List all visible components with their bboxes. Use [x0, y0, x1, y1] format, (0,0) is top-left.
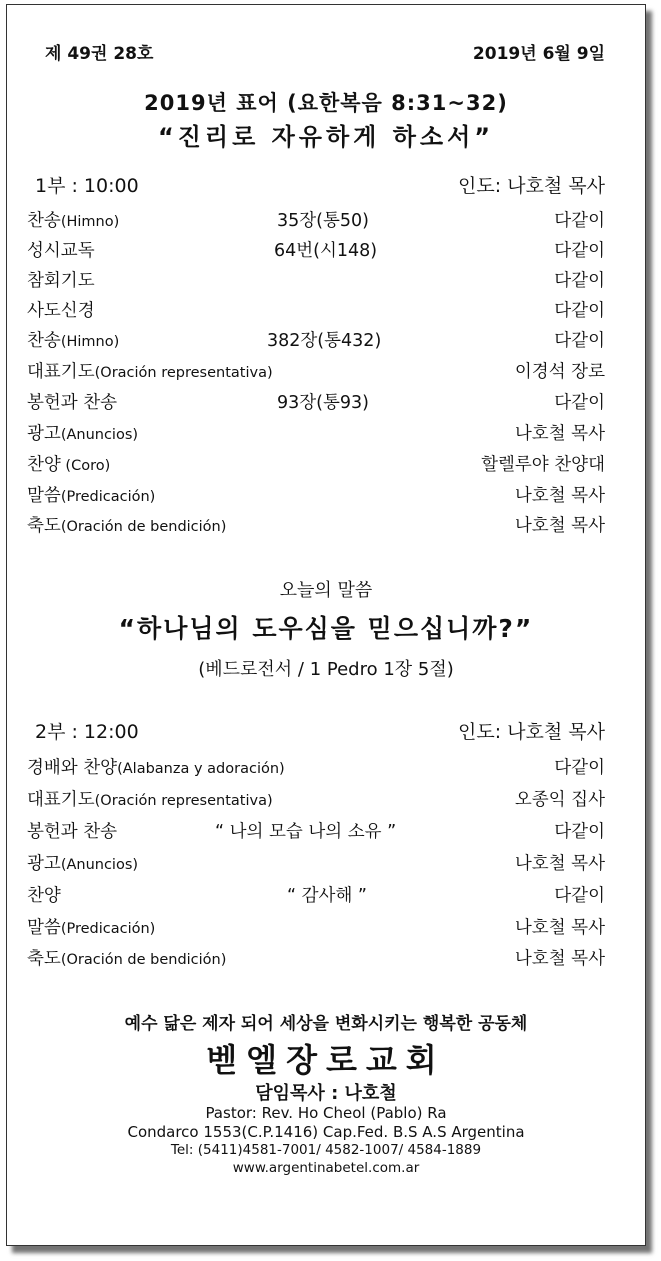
item-sub: (Oración de bendición) [60, 952, 227, 968]
item-name: 성시교독 [27, 241, 95, 261]
item-name: 말씀 [27, 918, 61, 938]
service1-title: 1부 : 10:00 [35, 175, 139, 197]
church-name: 벧엘장로교회 [206, 1041, 446, 1079]
item-name: 봉헌과 찬송 [27, 822, 118, 842]
item-person: 나호철 목사 [514, 516, 605, 536]
item-name: 축도 [27, 949, 61, 969]
sermon-reference: (베드로전서 / 1 Pedro 1장 5절) [198, 659, 454, 680]
order-item [27, 451, 605, 479]
order-item [27, 914, 605, 942]
item-name: 대표기도 [27, 362, 95, 382]
order-item [27, 207, 605, 235]
order-item [27, 358, 605, 386]
item-person: 다같이 [554, 211, 605, 231]
item-sub: (Predicación) [60, 921, 156, 937]
item-sub: (Oración de bendición) [60, 519, 227, 535]
item-name: 축도 [27, 516, 61, 536]
item-person: 다같이 [554, 758, 605, 778]
item-sub: (Alabanza y adoración) [117, 761, 285, 777]
order-item [27, 297, 605, 325]
item-name: 광고 [27, 424, 61, 444]
item-sub: (Predicación) [60, 489, 156, 505]
item-name: 사도신경 [27, 301, 95, 321]
item-song: “ 감사해 ” [287, 886, 367, 906]
item-person: 이경석 장로 [514, 362, 605, 382]
item-name: 경배와 찬양 [27, 758, 118, 778]
item-name: 찬양 [27, 886, 61, 906]
item-person: 나호철 목사 [514, 424, 605, 444]
order-item [27, 389, 605, 417]
motto-text: “진리로 자유하게 하소서” [157, 123, 495, 151]
senior-pastor: 담임목사 : 나호철 [255, 1083, 397, 1104]
item-person: 오종익 집사 [514, 790, 605, 810]
order-item [27, 882, 605, 910]
item-person: 나호철 목사 [514, 854, 605, 874]
church-phone: Tel: (5411)4581-7001/ 4582-1007/ 4584-1889 [170, 1142, 482, 1158]
item-name: 광고 [27, 854, 61, 874]
issue-date: 2019년 6월 9일 [472, 44, 605, 64]
order-item [27, 754, 605, 782]
service2-title: 2부 : 12:00 [35, 721, 139, 743]
church-address: Condarco 1553(C.P.1416) Cap.Fed. B.S A.S Argentina [127, 1123, 525, 1141]
item-name: 말씀 [27, 486, 61, 506]
item-sub: (Anuncios) [60, 427, 139, 443]
issue-volume: 제 49권 28호 [45, 44, 154, 64]
item-sub: (Himno) [60, 214, 120, 230]
order-item [27, 850, 605, 878]
sermon-title: “하나님의 도우심을 믿으십니까?” [118, 614, 534, 643]
item-hymn: 382장(통432) [267, 331, 382, 351]
bulletin-sheet [6, 4, 646, 1246]
item-sub: (Himno) [60, 334, 120, 350]
order-item [27, 818, 605, 846]
item-person: 나호철 목사 [514, 918, 605, 938]
item-person: 할렐루야 찬양대 [481, 455, 605, 475]
church-website: www.argentinabetel.com.ar [232, 1160, 420, 1176]
item-hymn: 35장(통50) [277, 211, 370, 231]
item-name: 봉헌과 찬송 [27, 393, 118, 413]
order-item [27, 482, 605, 510]
church-vision: 예수 닮은 제자 되어 세상을 변화시키는 행복한 공동체 [124, 1014, 528, 1034]
service1-leader: 인도: 나호철 목사 [458, 175, 605, 197]
item-song: “ 나의 모습 나의 소유 ” [215, 822, 397, 842]
motto-heading: 2019년 표어 (요한복음 8:31~32) [144, 91, 508, 115]
item-person: 다같이 [554, 886, 605, 906]
item-name: 찬양 [27, 455, 61, 475]
item-person: 다같이 [554, 241, 605, 261]
service2-leader: 인도: 나호철 목사 [458, 721, 605, 743]
item-sub: (Oración representativa) [94, 365, 273, 381]
order-item [27, 237, 605, 265]
order-item [27, 786, 605, 814]
item-person: 나호철 목사 [514, 486, 605, 506]
item-sub: (Coro) [60, 458, 111, 474]
item-hymn: 64번(시148) [274, 241, 378, 261]
item-person: 다같이 [554, 331, 605, 351]
item-sub: (Oración representativa) [94, 793, 273, 809]
item-name: 찬송 [27, 331, 61, 351]
order-item [27, 512, 605, 540]
item-name: 찬송 [27, 211, 61, 231]
item-name: 참회기도 [27, 271, 95, 291]
item-hymn: 93장(통93) [277, 393, 370, 413]
item-person: 다같이 [554, 271, 605, 291]
item-person: 나호철 목사 [514, 949, 605, 969]
order-item [27, 420, 605, 448]
order-item [27, 267, 605, 295]
item-name: 대표기도 [27, 790, 95, 810]
item-person: 다같이 [554, 393, 605, 413]
item-sub: (Anuncios) [60, 857, 139, 873]
pastor-name-es: Pastor: Rev. Ho Cheol (Pablo) Ra [205, 1104, 447, 1122]
order-item [27, 945, 605, 973]
order-item [27, 327, 605, 355]
item-person: 다같이 [554, 822, 605, 842]
item-person: 다같이 [554, 301, 605, 321]
sermon-label: 오늘의 말씀 [279, 580, 373, 601]
